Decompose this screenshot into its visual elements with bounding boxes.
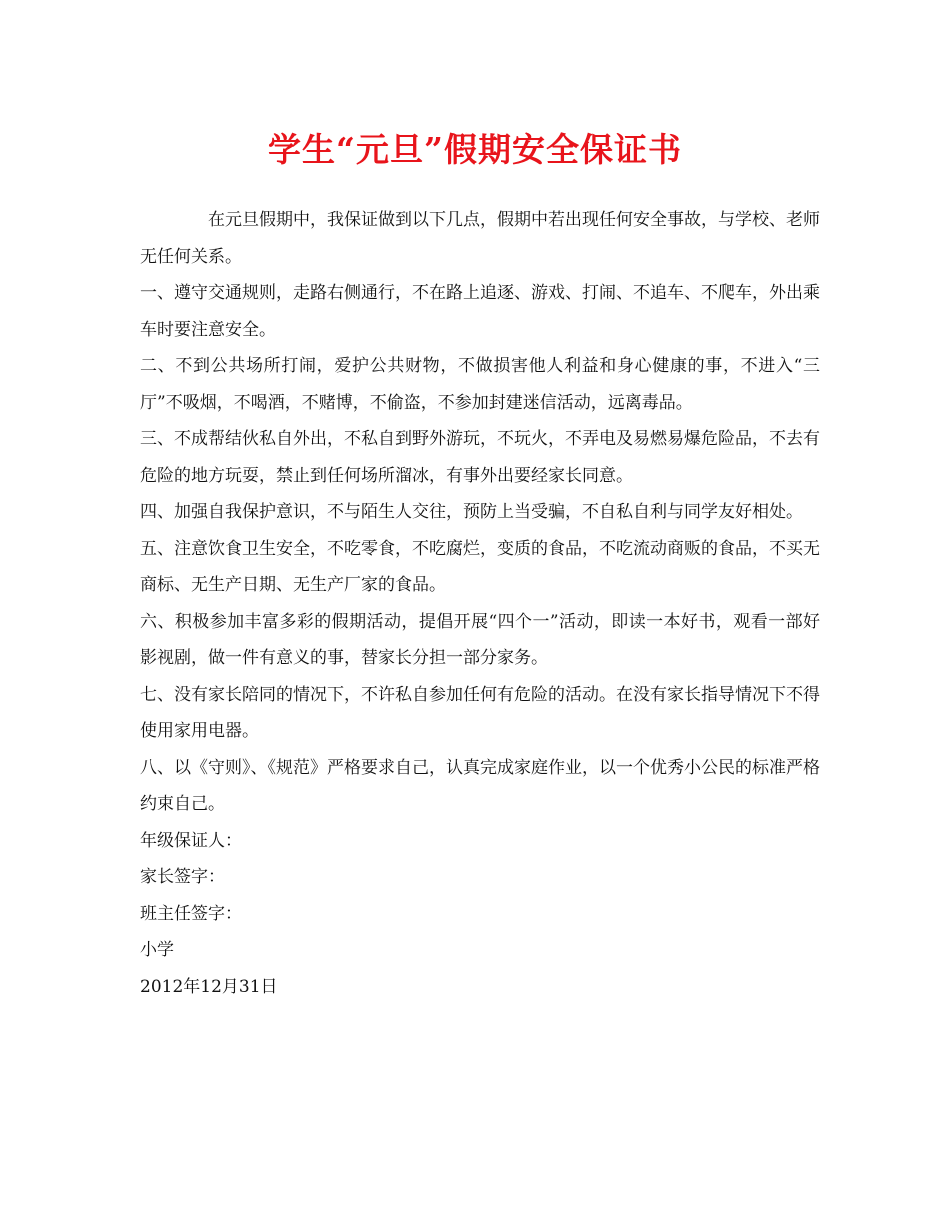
parent-signature-line: 家长签字：	[140, 867, 225, 887]
teacher-signature-line: 班主任签字：	[140, 903, 242, 924]
document-body	[140, 202, 820, 1005]
document-title: 学生“元旦”假期安全保证书	[268, 130, 682, 169]
rule-item-2: 二、不到公共场所打闹，爱护公共财物，不做损害他人利益和身心健康的事，不进入“三厅”不吸烟，不喝酒，不赌博，不偷盗，不参加封建迷信活动，远离毒品。	[140, 356, 820, 413]
rule-item-1: 一、遵守交通规则，走路右侧通行，不在路上追逐、游戏、打闹、不追车、不爬车，外出乘车时要注意安全。	[140, 283, 820, 340]
rule-item-5: 五、注意饮食卫生安全，不吃零食，不吃腐烂，变质的食品，不吃流动商贩的食品，不买无商标、无生产日期、无生产厂家的食品。	[140, 538, 820, 595]
rule-item-6: 六、积极参加丰富多彩的假期活动，提倡开展“四个一”活动，即读一本好书，观看一部好影视剧，做一件有意义的事，替家长分担一部分家务。	[140, 611, 820, 668]
rule-item-4: 四、加强自我保护意识，不与陌生人交往，预防上当受骗，不自私自利与同学友好相处。	[140, 502, 803, 522]
rule-item-7: 七、没有家长陪同的情况下，不许私自参加任何有危险的活动。在没有家长指导情况下不得使用家用电器。	[140, 684, 820, 741]
school-name: 小学	[140, 940, 174, 960]
document-date: 2012年12月31日	[140, 976, 278, 997]
rule-item-3: 三、不成帮结伙私自外出，不私自到野外游玩，不玩火，不弄电及易燃易爆危险品，不去有危险的地方玩耍，禁止到任何场所溜冰，有事外出要经家长同意。	[140, 429, 820, 486]
intro-paragraph: 在元旦假期中，我保证做到以下几点，假期中若出现任何安全事故，与学校、老师无任何关系。	[140, 210, 820, 267]
rule-item-8: 八、以《守则》、《规范》严格要求自己，认真完成家庭作业，以一个优秀小公民的标准严格约束自己。	[140, 757, 820, 814]
guarantor-signature-line: 年级保证人：	[140, 830, 242, 851]
